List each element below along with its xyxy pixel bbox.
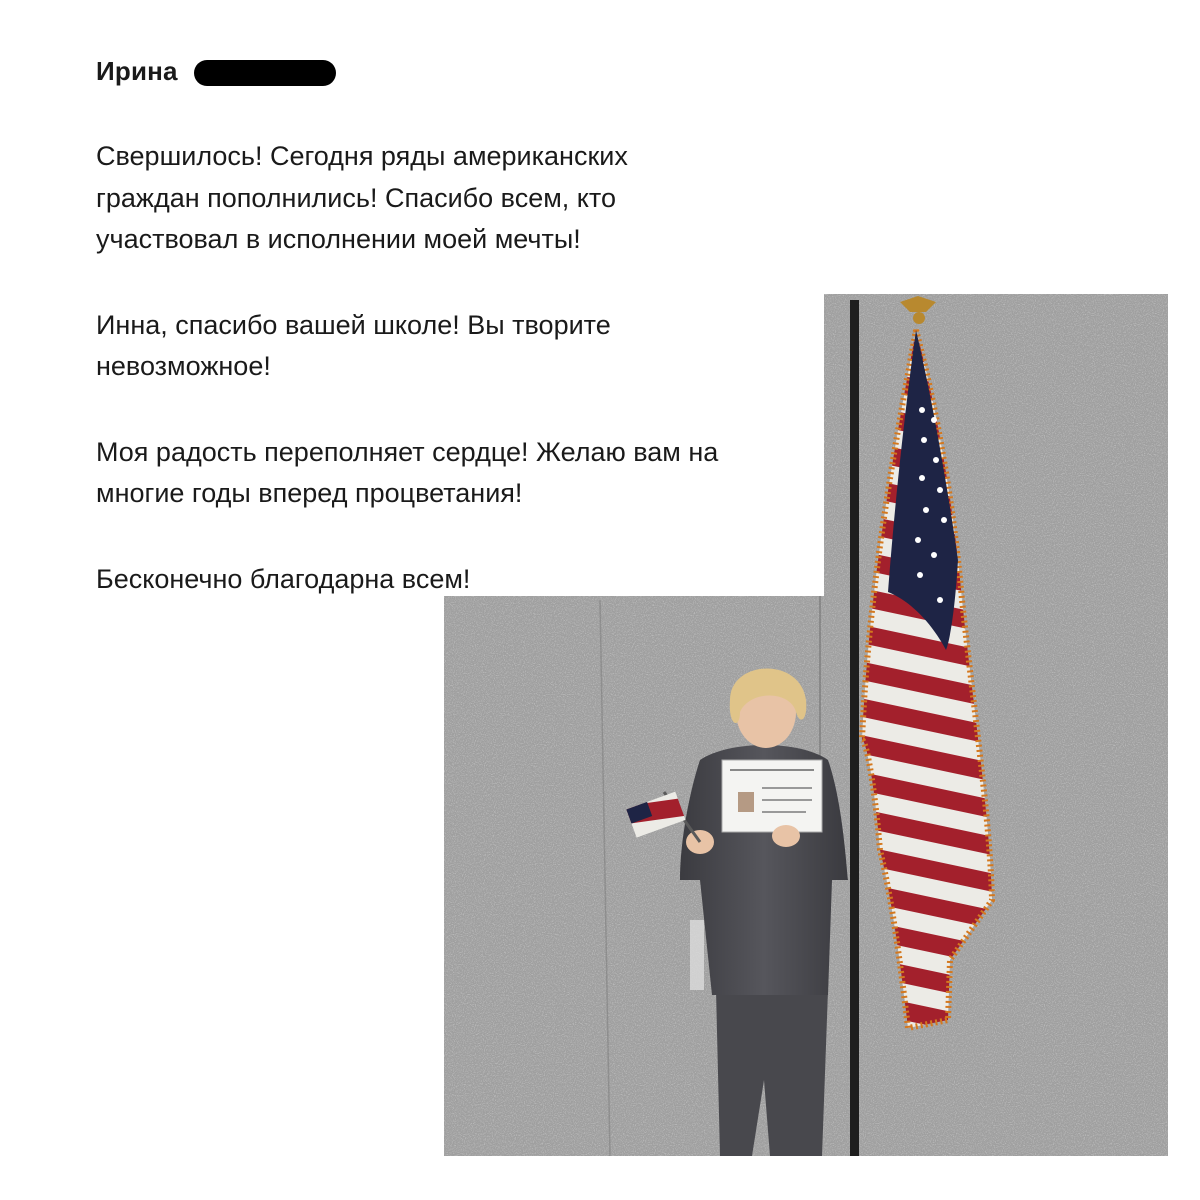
paragraph-3: Моя радость переполняет сердце! Желаю вам на многие годы вперед процветания! <box>96 436 719 508</box>
flag-pole <box>850 300 859 1160</box>
author-name: Ирина <box>96 56 178 86</box>
paragraph-4: Бесконечно благодарна всем! <box>96 563 471 594</box>
paragraph-1: Свершилось! Сегодня ряды американских граждан пополнились! Спасибо всем, кто участвовал в исполнении моей мечты! <box>96 141 628 254</box>
paragraph-2: Инна, спасибо вашей школе! Вы творите невозможное! <box>96 309 611 381</box>
